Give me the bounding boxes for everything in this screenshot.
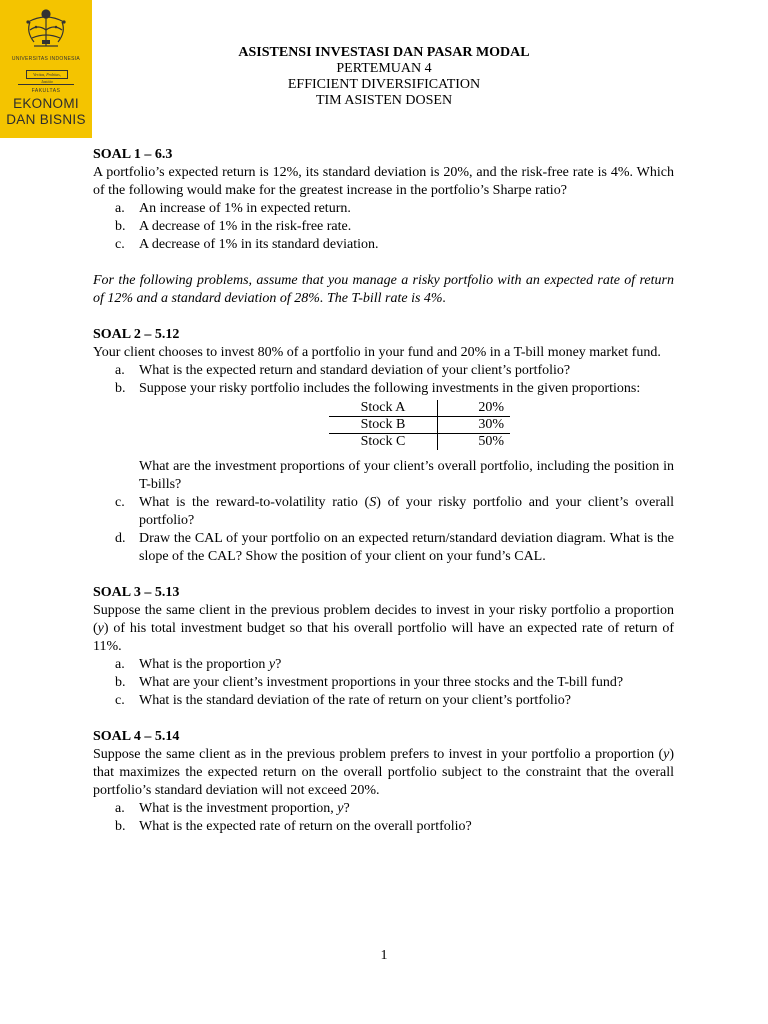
item-text: Suppose your risky portfolio includes the following investments in the given proportions: xyxy=(139,381,641,396)
stock-name: Stock C xyxy=(329,434,438,451)
item-marker: d. xyxy=(115,531,126,546)
list-item xyxy=(93,656,674,674)
item-marker: b. xyxy=(115,219,126,234)
item-text-post: ) of your risky portfolio and your client’s overall portfolio? xyxy=(139,495,674,528)
stock-name: Stock A xyxy=(329,400,438,417)
soal-3-title: SOAL 3 – 5.13 xyxy=(93,585,180,600)
table-row xyxy=(329,417,510,434)
stock-name: Stock B xyxy=(329,417,438,434)
item-text: What is the expected return and standard deviation of your client’s portfolio? xyxy=(139,363,571,378)
item-symbol: y xyxy=(337,801,344,816)
list-item xyxy=(93,674,674,692)
logo-faculty-line2: DAN BISNIS xyxy=(6,112,86,127)
header-title: ASISTENSI INVESTASI DAN PASAR MODAL xyxy=(238,45,530,60)
item-marker: a. xyxy=(115,657,125,672)
header-topic: EFFICIENT DIVERSIFICATION xyxy=(287,77,481,92)
item-text-continued: What are the investment proportions of your client’s overall portfolio, including the position in T-bills? xyxy=(139,459,674,492)
item-text-pre: What is the investment proportion, xyxy=(139,801,338,816)
stock-proportion: 50% xyxy=(478,434,504,449)
item-text-post: ? xyxy=(275,657,282,672)
soal-4-text-pre: Suppose the same client as in the previous problem prefers to invest in your portfolio a proportion ( xyxy=(93,747,664,762)
item-marker: c. xyxy=(115,495,125,510)
soal-4-symbol: y xyxy=(663,747,670,762)
header-meeting: PERTEMUAN 4 xyxy=(336,61,432,76)
item-text: A decrease of 1% in the risk-free rate. xyxy=(139,219,352,234)
soal-4-text xyxy=(93,746,674,800)
soal-1-title: SOAL 1 – 6.3 xyxy=(93,147,173,162)
table-row xyxy=(329,400,510,417)
list-item xyxy=(93,218,674,236)
item-text: Draw the CAL of your portfolio on an expected return/standard deviation diagram. What is the slope of the CAL? Show the position of your client on your fund’s CAL. xyxy=(139,531,674,564)
item-text: A decrease of 1% in its standard deviation. xyxy=(139,237,379,252)
list-item xyxy=(93,380,674,494)
logo-motto: Veritas, Probitas, Iustitia xyxy=(26,70,68,79)
item-text-post: ? xyxy=(343,801,350,816)
logo-university-name: UNIVERSITAS INDONESIA xyxy=(11,56,81,62)
item-symbol: S xyxy=(369,495,377,510)
list-item xyxy=(93,818,674,836)
item-marker: a. xyxy=(115,801,125,816)
item-marker: b. xyxy=(115,819,126,834)
list-item xyxy=(93,494,674,530)
list-item xyxy=(93,800,674,818)
item-text-pre: What is the reward-to-volatility ratio ( xyxy=(139,495,370,510)
stock-proportion: 20% xyxy=(478,400,504,415)
instruction-text: For the following problems, assume that you manage a risky portfolio with an expected rate of return of 12% and a standard deviation of 28%. The T-bill rate is 4%. xyxy=(93,273,674,306)
item-symbol: y xyxy=(268,657,276,672)
list-item xyxy=(93,200,674,218)
soal-3-text-post: ) of his total investment budget so that his overall portfolio will have an expected rate of return of 11%. xyxy=(93,621,674,654)
item-text: An increase of 1% in expected return. xyxy=(139,201,351,216)
list-item xyxy=(93,530,674,566)
document-header xyxy=(0,45,768,109)
list-item xyxy=(93,362,674,380)
page-number: 1 xyxy=(380,948,388,963)
soal-4-title: SOAL 4 – 5.14 xyxy=(93,729,180,744)
logo-faculty-prefix: FAKULTAS xyxy=(31,88,61,94)
logo-faculty-line1: EKONOMI xyxy=(13,96,79,111)
soal-1-options xyxy=(93,200,674,254)
item-marker: b. xyxy=(115,381,126,396)
header-team: TIM ASISTEN DOSEN xyxy=(315,93,453,108)
item-text: What are your client’s investment proportions in your three stocks and the T-bill fund? xyxy=(139,675,624,690)
list-item xyxy=(93,236,674,254)
soal-2-questions xyxy=(93,362,674,566)
soal-3-text-pre: Suppose the same client in the previous problem decides to invest in your risky portfolio a proportion ( xyxy=(93,603,674,636)
document-body xyxy=(93,146,674,836)
soal-3-text xyxy=(93,602,674,656)
item-marker: b. xyxy=(115,675,126,690)
stock-proportion: 30% xyxy=(438,417,511,434)
item-marker: a. xyxy=(115,363,125,378)
soal-4-text-post: ) that maximizes the expected return on the overall portfolio subject to the constraint that the overall portfolio’s standard deviation will not exceed 20%. xyxy=(93,747,674,798)
item-text: What is the standard deviation of the rate of return on your client’s portfolio? xyxy=(139,693,571,708)
table-row xyxy=(329,434,510,451)
item-marker: c. xyxy=(115,237,125,252)
soal-2-text: Your client chooses to invest 80% of a portfolio in your fund and 20% in a T-bill money market fund. xyxy=(93,345,661,360)
item-marker: c. xyxy=(115,693,125,708)
stock-proportions-table xyxy=(329,400,510,450)
soal-3-symbol: y xyxy=(97,621,104,636)
soal-1-text: A portfolio’s expected return is 12%, its standard deviation is 20%, and the risk-free rate is 4%. Which of the following would make for the greatest increase in the portfolio’s Sharpe ratio? xyxy=(93,165,674,198)
item-marker: a. xyxy=(115,201,125,216)
item-text: What is the expected rate of return on the overall portfolio? xyxy=(139,819,472,834)
soal-3-questions xyxy=(93,656,674,710)
list-item xyxy=(93,692,674,710)
soal-4-questions xyxy=(93,800,674,836)
soal-2-title: SOAL 2 – 5.12 xyxy=(93,327,180,342)
item-text-pre: What is the proportion xyxy=(139,657,269,672)
